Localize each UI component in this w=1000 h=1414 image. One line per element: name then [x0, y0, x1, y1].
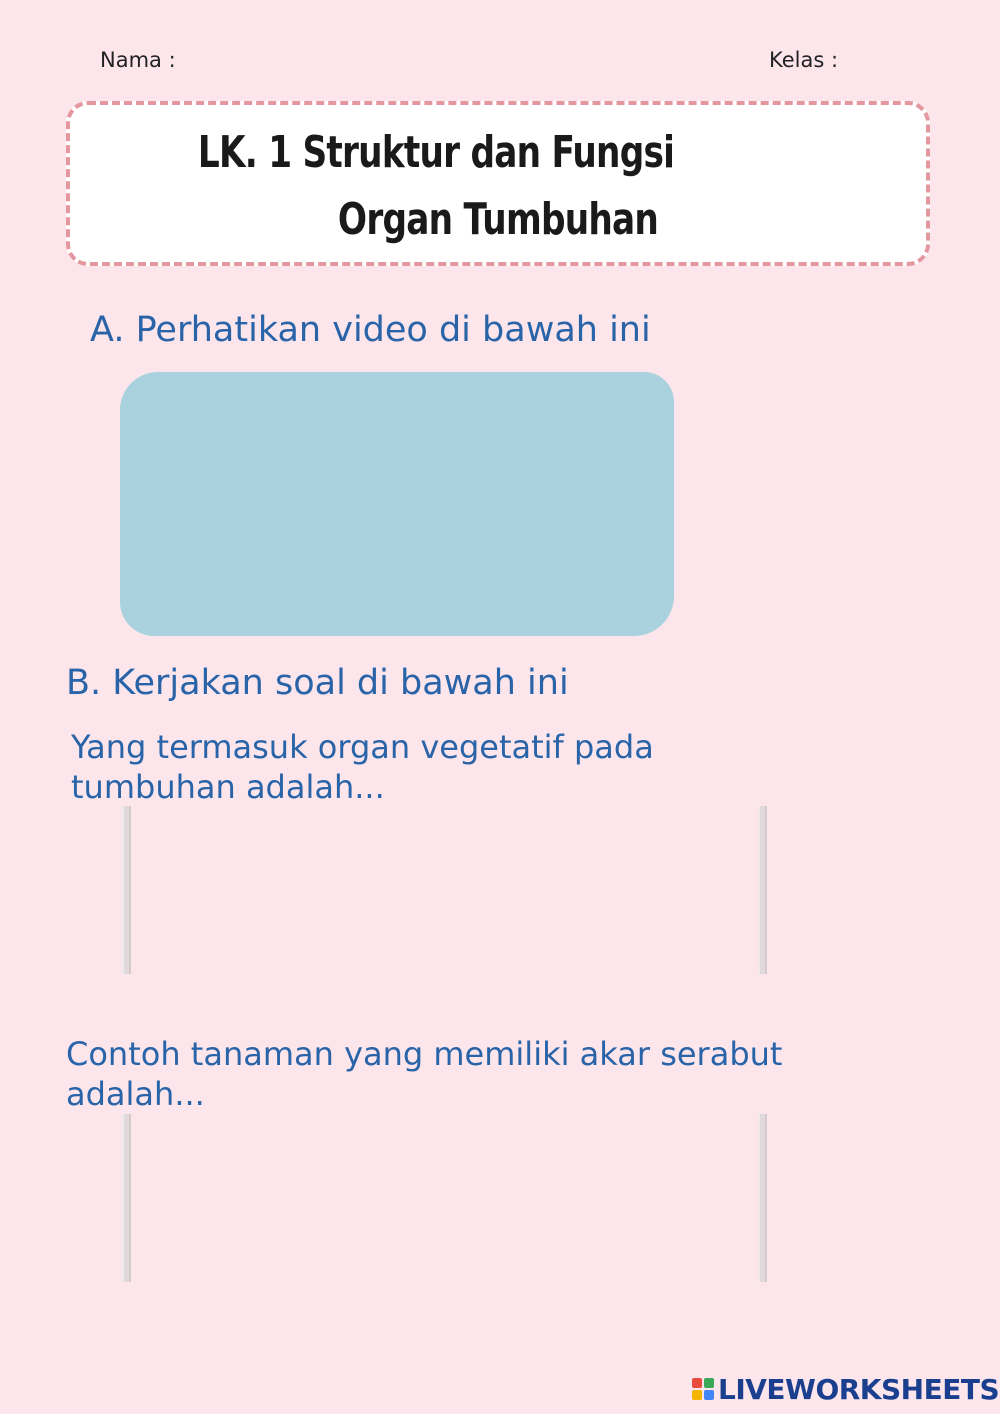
answer-2-input[interactable]	[131, 1114, 758, 1282]
page-title-line-1: LK. 1 Struktur dan Fungsi	[197, 127, 675, 178]
answer-2-left-edge	[122, 1114, 131, 1282]
video-placeholder[interactable]	[120, 372, 674, 636]
question-2-text: Contoh tanaman yang memiliki akar serabut adalah...	[66, 1035, 783, 1113]
liveworksheets-logo-icon	[692, 1378, 714, 1400]
title-box	[66, 101, 930, 266]
section-b-heading: B. Kerjakan soal di bawah ini	[66, 663, 569, 703]
answer-2-right-edge	[758, 1114, 767, 1282]
answer-1-left-edge	[122, 806, 131, 974]
section-a-heading: A. Perhatikan video di bawah ini	[90, 310, 651, 350]
question-1-text: Yang termasuk organ vegetatif pada tumbuhan adalah...	[71, 728, 654, 806]
logo-text: LIVEWORKSHEETS	[718, 1372, 1000, 1406]
nama-label: Nama :	[100, 48, 176, 72]
answer-1-right-edge	[758, 806, 767, 974]
kelas-label: Kelas :	[769, 48, 839, 72]
liveworksheets-logo	[692, 1372, 999, 1406]
answer-1-input[interactable]	[131, 806, 758, 974]
page-title-line-2: Organ Tumbuhan	[337, 194, 659, 245]
